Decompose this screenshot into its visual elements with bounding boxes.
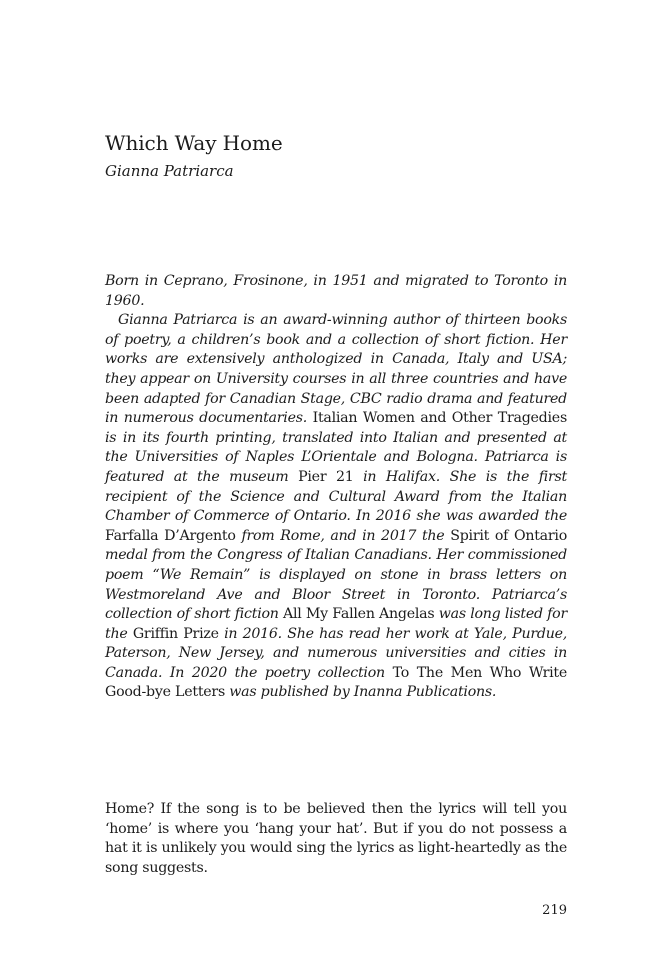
- author-name: Gianna Patriarca: [105, 162, 234, 180]
- bio-text: . She is the first recipient of the Science and Cultural Award from the Italian Chamber of Commerce of Ontario. In 2016 she was awarded the: [105, 468, 568, 525]
- book-title: All My Fallen Angelas: [283, 606, 435, 623]
- chapter-title: Which Way Home: [105, 131, 283, 155]
- bio-text: was long listed for the: [105, 606, 567, 642]
- page-number: 219: [542, 903, 567, 918]
- author-bio: [105, 272, 567, 703]
- body-paragraph: Home? If the song is to be believed then the lyrics will tell you ‘home’ is where you ‘hang your hat’. But if you do not possess a hat it is unlikely you would sing the lyrics as light-heartedly as the song suggests.: [105, 801, 567, 876]
- bio-text: in 2016. She has read her work at Yale, Purdue, Paterson, New Jersey, and numerous universities and cities in Canada. In 2020 the poetry collection: [105, 625, 567, 681]
- museum-name: Pier 21: [298, 468, 354, 485]
- bio-intro: Born in Ceprano, Frosinone, in 1951 and migrated to Toronto in 1960.: [105, 273, 567, 309]
- bio-text: from Rome, and in 2017 the: [235, 527, 451, 544]
- bio-paragraph: [105, 311, 567, 703]
- prize-name: Griffin Prize: [132, 625, 219, 642]
- bio-text: in: [353, 468, 386, 485]
- book-title: Italian Women and Other Tragedies: [312, 410, 567, 427]
- city-name: Halifax: [385, 468, 436, 485]
- award-name: Spirit of Ontario: [450, 527, 567, 544]
- bio-text: Gianna Patriarca is an award-winning author of thirteen books of poetry, a children’s book and a collection of short fiction. Her works are extensively anthologized in Canada, Italy and USA; they appear on University courses in all three countries and have been adapted for Canadian Stage, CBC radio drama and featured in numerous documentaries.: [105, 312, 567, 427]
- bio-text: is in its fourth printing, translated into Italian and presented at the Universities of Naples L’Orientale and Bologna. Patriarca is featured at the museum: [105, 429, 567, 485]
- bio-text: was published by Inanna Publications.: [224, 684, 497, 701]
- bio-text: medal from the Congress of Italian Canadians. Her commissioned poem “We Remain” is displayed on stone in brass letters on Westmoreland Ave and Bloor Street in Toronto. Patriarca’s collection of short fiction: [105, 547, 567, 623]
- book-page: [105, 0, 567, 964]
- award-name: Farfalla D’Argento: [105, 527, 236, 544]
- book-title: To The Men Who Write Good-bye Letters: [105, 664, 567, 701]
